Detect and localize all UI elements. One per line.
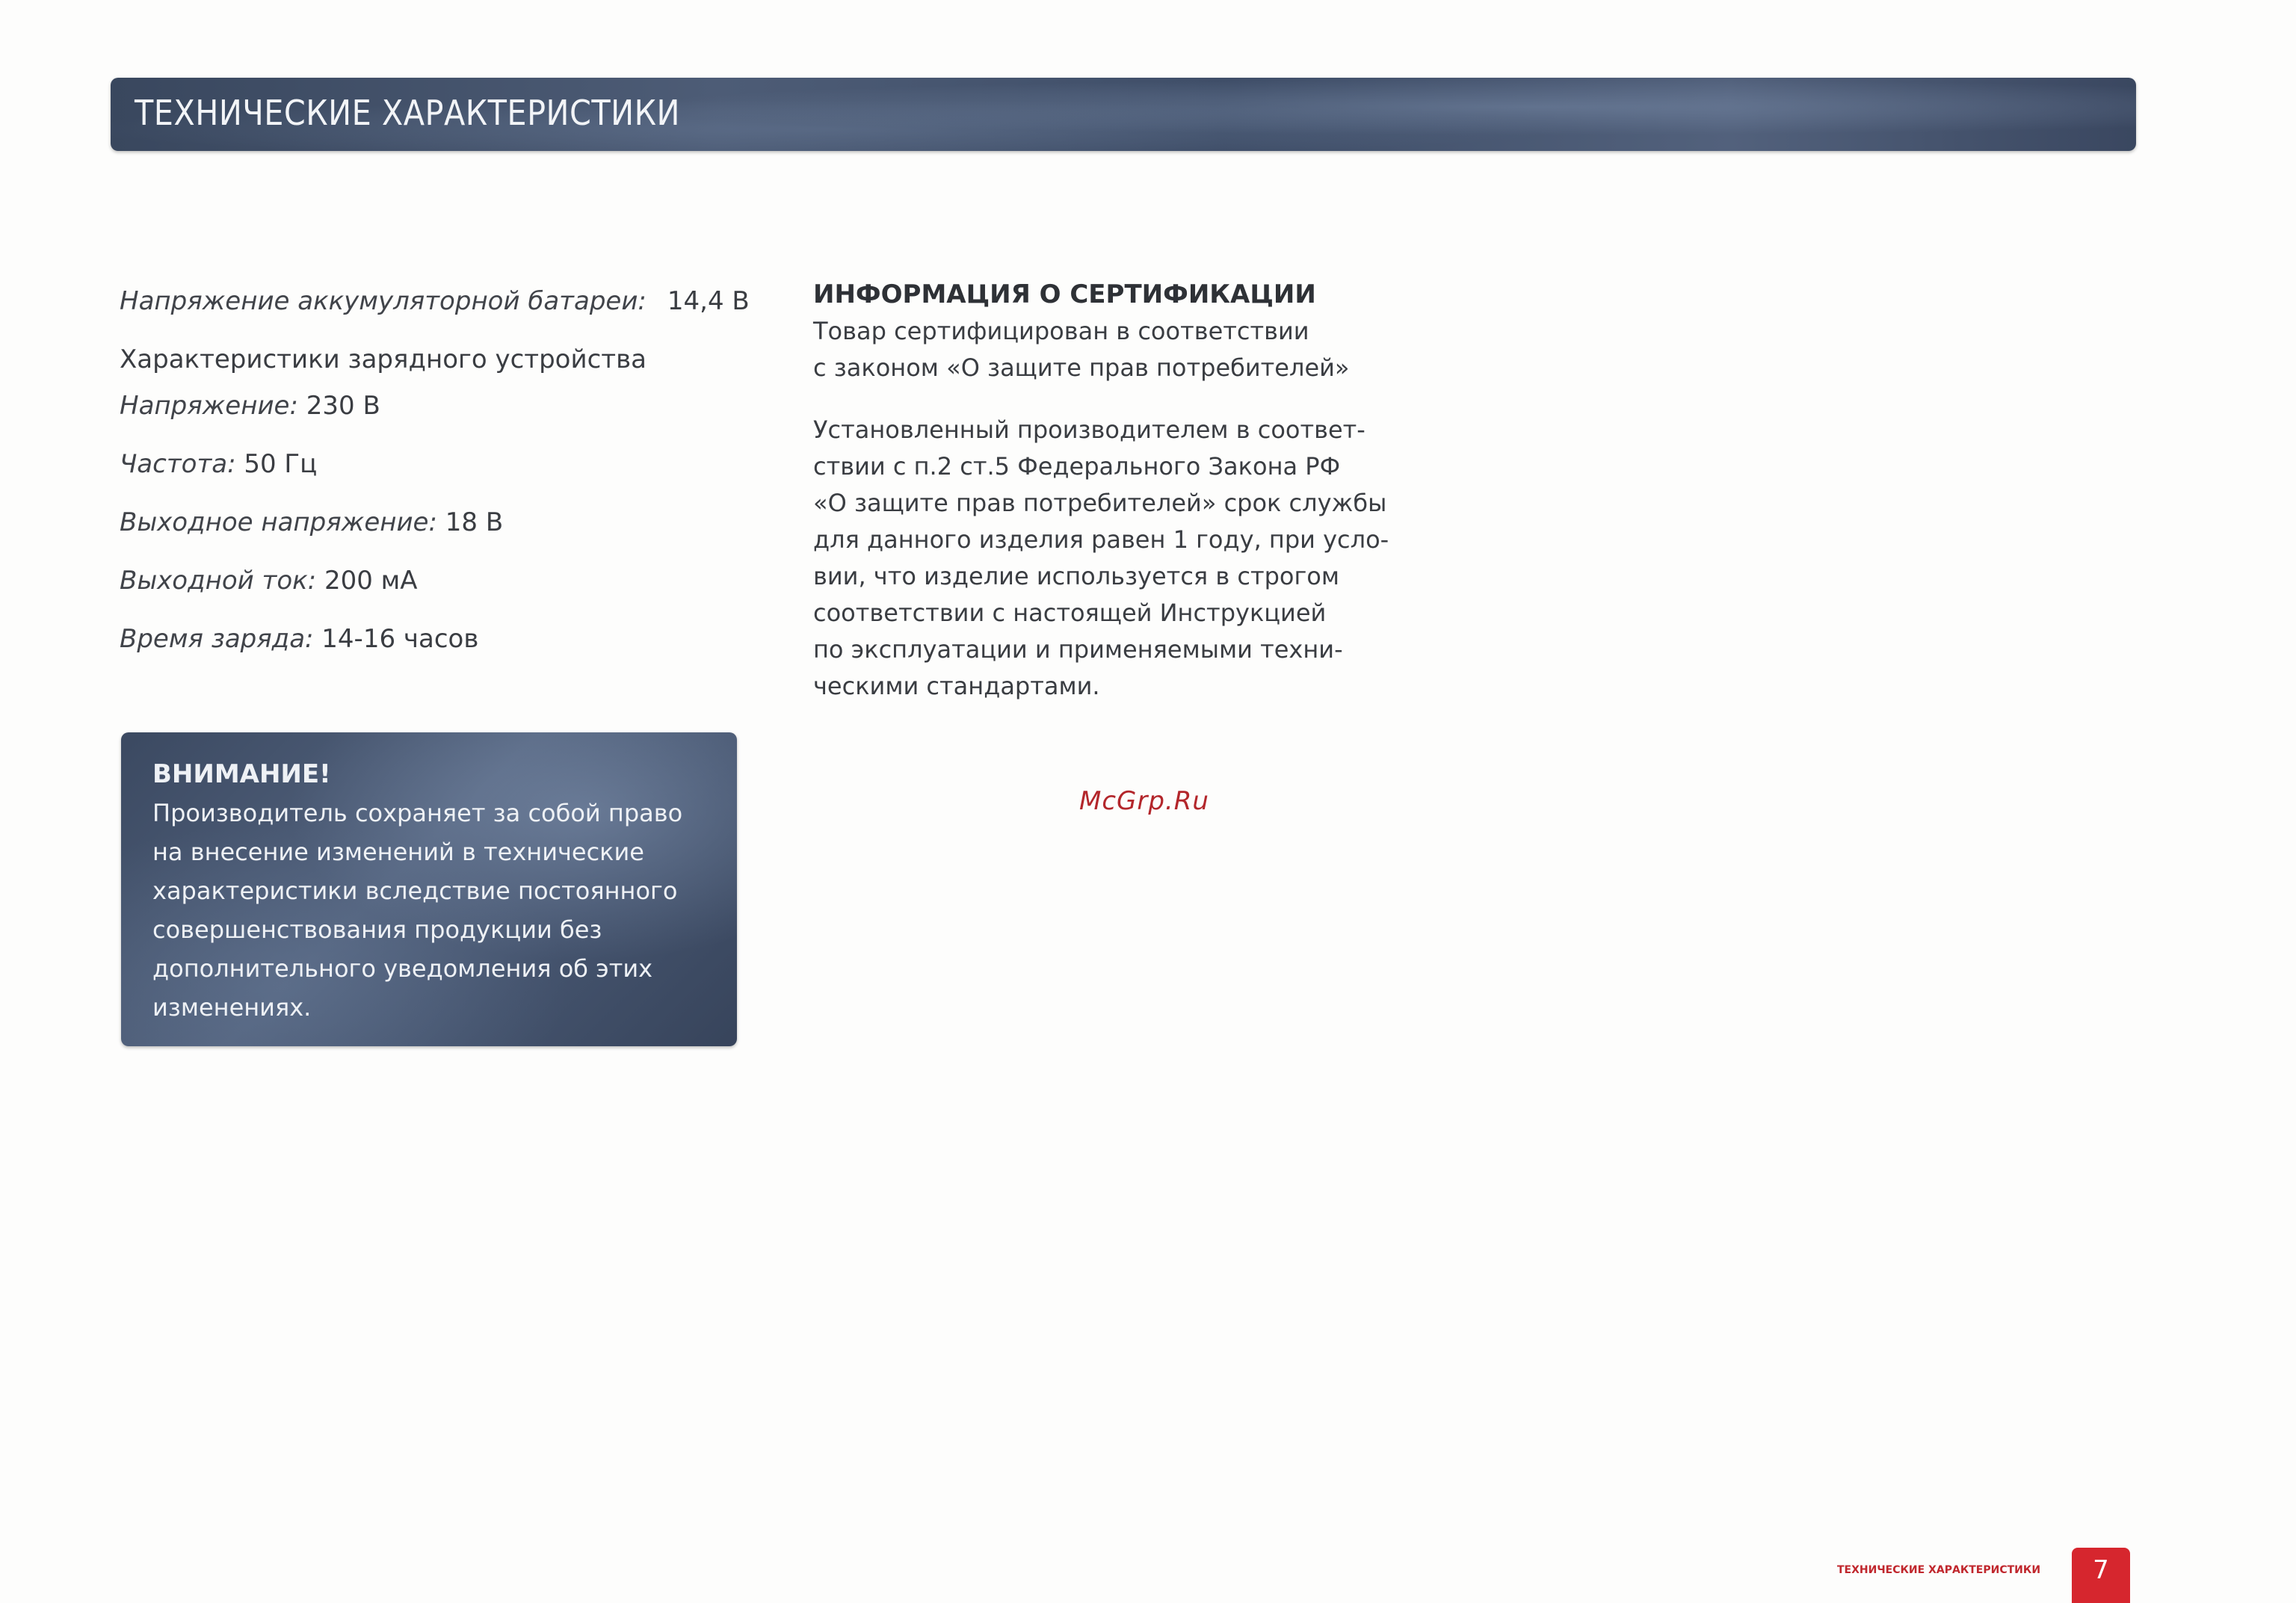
spec-output-voltage <box>120 499 777 546</box>
warning-content <box>152 755 720 1027</box>
text-line: Товар сертифицирован в соответствии <box>813 317 1309 345</box>
text-line: по эксплуатации и применяемыми техни- <box>813 635 1343 664</box>
spec-frequency <box>120 441 777 487</box>
spec-charge-time <box>120 616 777 662</box>
spec-label: Частота: <box>120 449 236 479</box>
spec-value: 230 В <box>306 391 380 421</box>
spec-label: Время заряда: <box>120 624 314 654</box>
charger-heading: Характеристики зарядного устройства <box>120 345 646 374</box>
warning-line: совершенствования продукции без <box>152 915 602 944</box>
spec-label: Напряжение аккумуляторной батареи: <box>120 286 646 316</box>
certification-paragraph-1 <box>813 313 1411 386</box>
spec-label: Выходное напряжение: <box>120 507 437 537</box>
spec-value: 14-16 часов <box>321 624 479 654</box>
warning-line: Производитель сохраняет за собой право <box>152 799 683 827</box>
watermark: McGrp.Ru <box>1079 786 1209 816</box>
warning-line: на внесение изменений в технические <box>152 838 644 866</box>
certification-paragraph-2 <box>813 412 1411 705</box>
text-line: Установленный производителем в соответ- <box>813 416 1365 444</box>
text-line: ческими стандартами. <box>813 672 1100 700</box>
specs-list <box>120 278 777 662</box>
text-line: для данного изделия равен 1 году, при усло- <box>813 525 1389 554</box>
spec-voltage <box>120 383 777 429</box>
section-header-banner <box>111 78 2136 151</box>
warning-line: характеристики вследствие постоянного <box>152 877 678 905</box>
text-line: «О защите прав потребителей» срок службы <box>813 489 1387 517</box>
spec-value: 14,4 В <box>667 286 750 316</box>
text-line: ствии с п.2 ст.5 Федерального Закона РФ <box>813 452 1341 481</box>
certification-section <box>813 277 1411 705</box>
page-number-badge: 7 <box>2072 1548 2130 1603</box>
warning-box <box>121 732 737 1046</box>
spec-value: 200 мА <box>324 566 418 596</box>
spec-label: Выходной ток: <box>120 566 317 596</box>
spec-value: 50 Гц <box>244 449 318 479</box>
spec-output-current <box>120 558 777 604</box>
section-title: ТЕХНИЧЕСКИЕ ХАРАКТЕРИСТИКИ <box>135 93 680 133</box>
text-line: соответствии с настоящей Инструкцией <box>813 599 1327 627</box>
text-line: с законом «О защите прав потребителей» <box>813 353 1350 382</box>
certification-title: ИНФОРМАЦИЯ О СЕРТИФИКАЦИИ <box>813 279 1316 309</box>
warning-line: изменениях. <box>152 993 312 1022</box>
text-line: вии, что изделие используется в строгом <box>813 562 1340 590</box>
warning-title: ВНИМАНИЕ! <box>152 759 331 789</box>
footer-section-label: ТЕХНИЧЕСКИЕ ХАРАКТЕРИСТИКИ <box>1837 1564 2041 1576</box>
spec-value: 18 В <box>445 507 504 537</box>
warning-line: дополнительного уведомления об этих <box>152 954 653 983</box>
spec-label: Напряжение: <box>120 391 298 421</box>
spec-battery-voltage <box>120 278 777 324</box>
